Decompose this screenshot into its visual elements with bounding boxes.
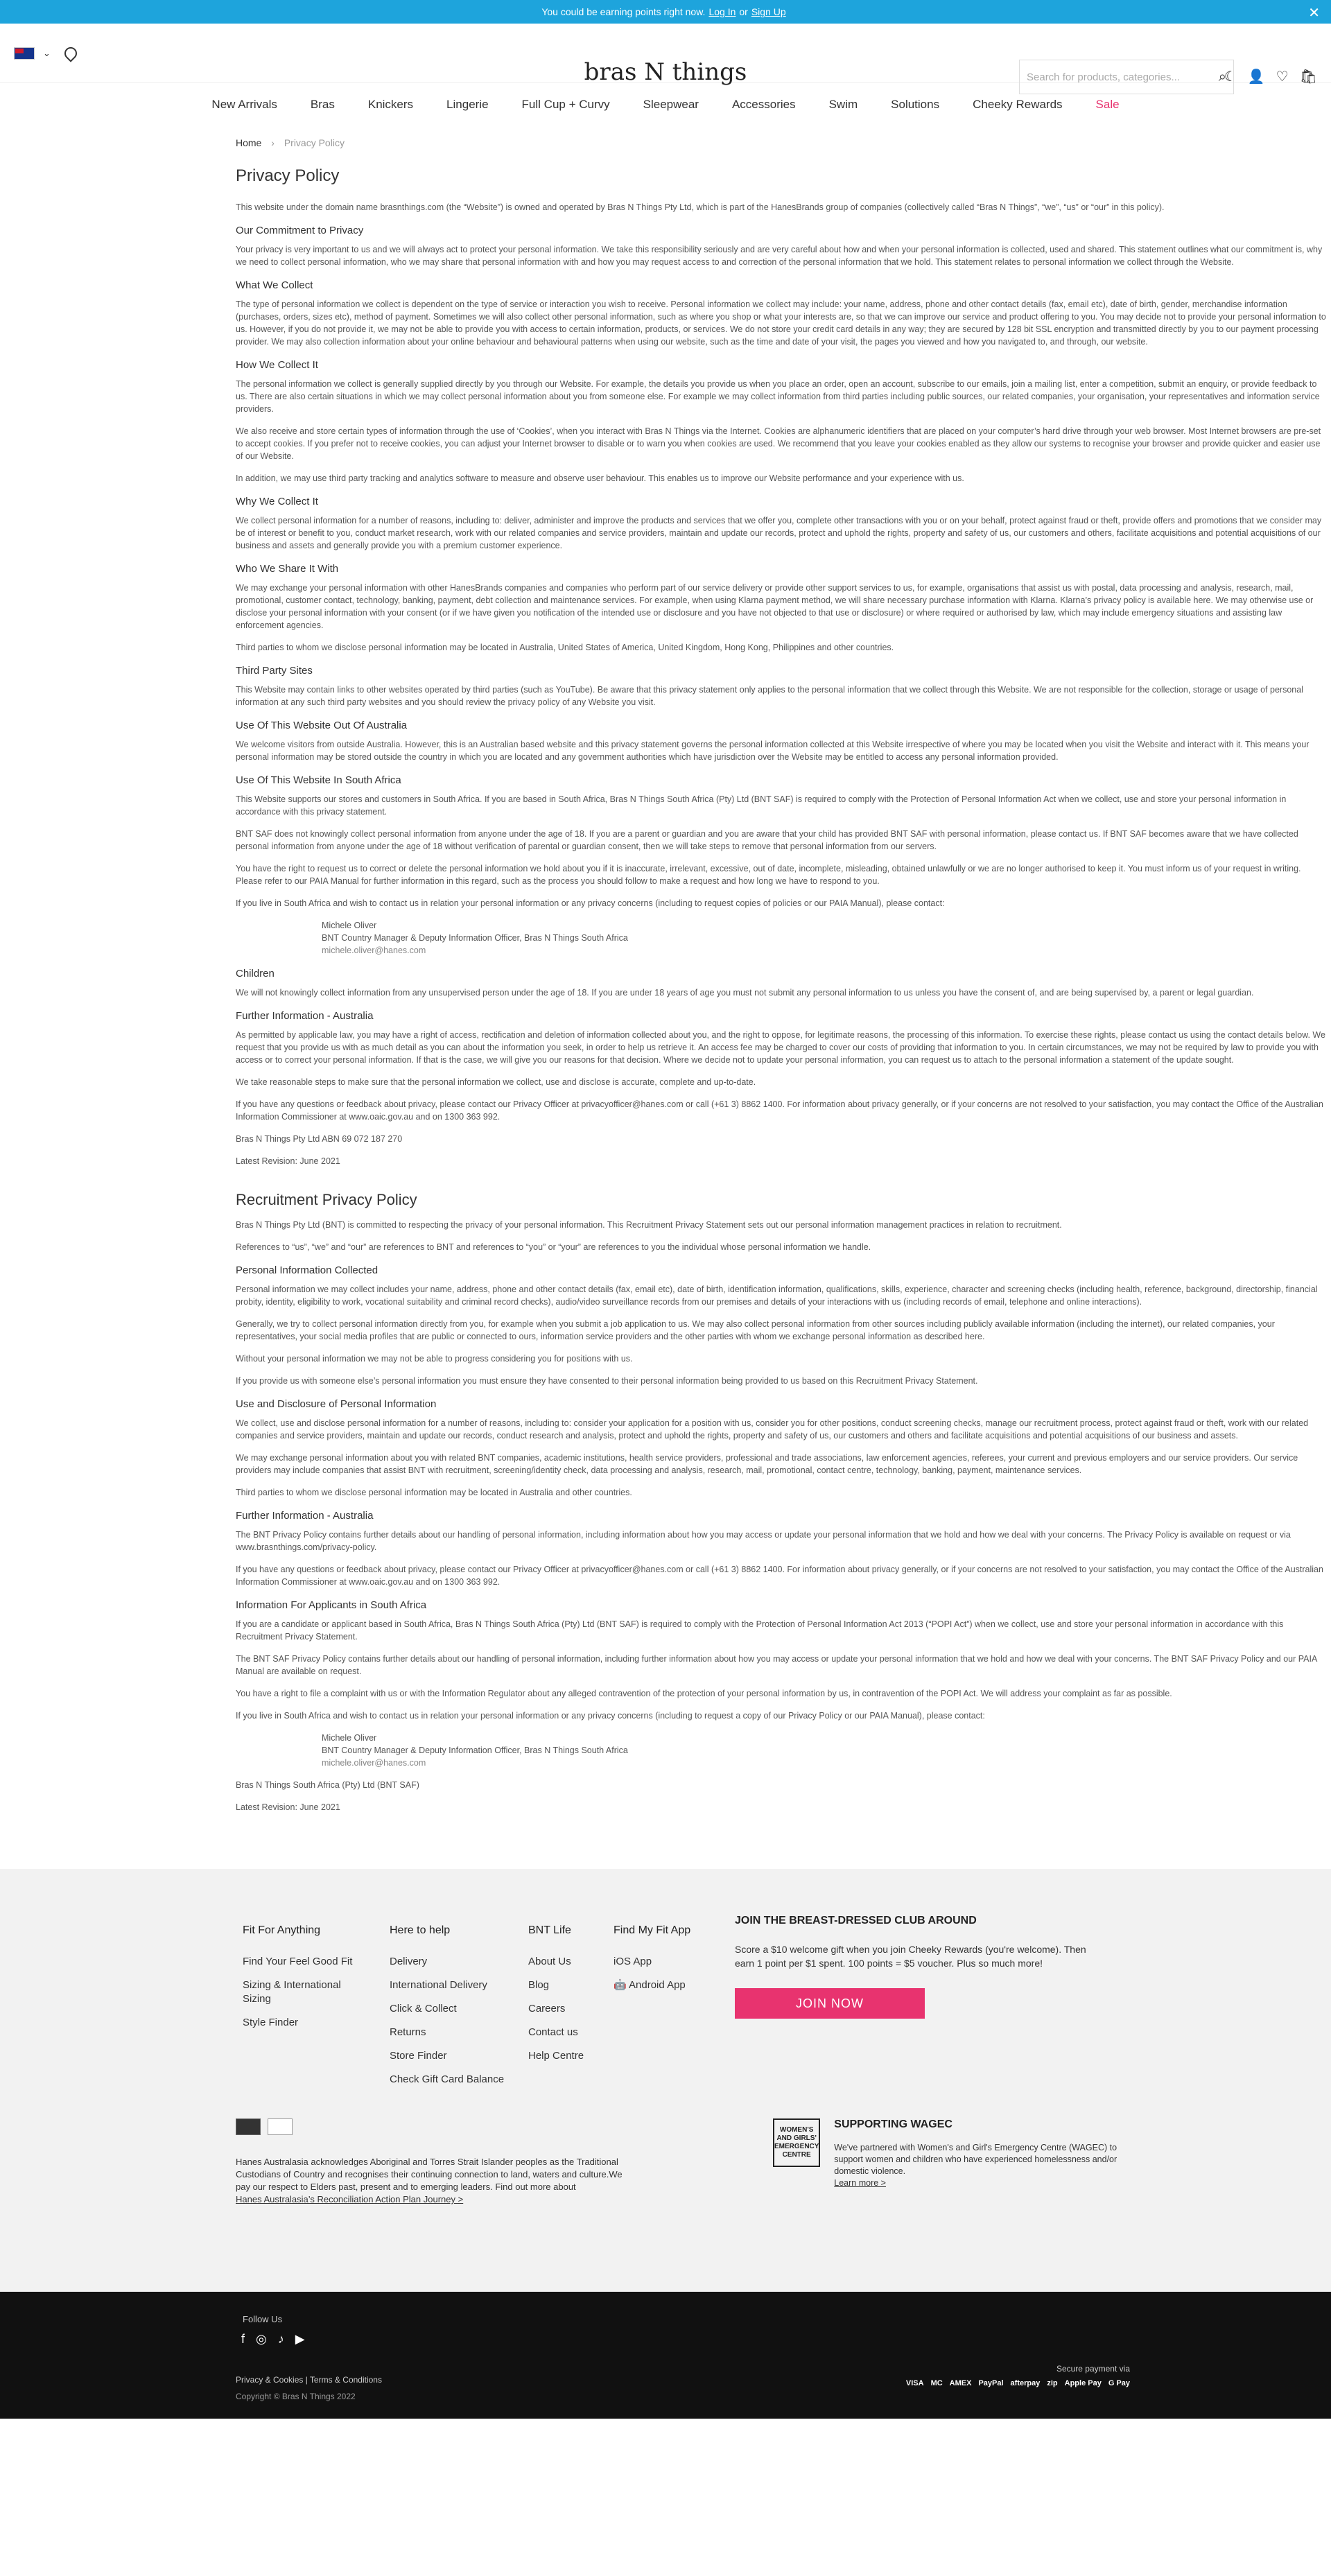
section-heading: Our Commitment to Privacy [236, 225, 364, 236]
footer-link[interactable]: Find Your Feel Good Fit [243, 1956, 353, 1967]
payment-methods [906, 2379, 1130, 2387]
breadcrumb-home[interactable]: Home [236, 137, 262, 148]
nav-swim[interactable]: Swim [828, 98, 858, 111]
footer-col-bnt-life [528, 1924, 611, 2073]
contact-name: Michele Oliver [322, 1733, 377, 1743]
nav-knickers[interactable]: Knickers [367, 98, 414, 111]
footer-col-help [390, 1924, 514, 2096]
contact-role: BNT Country Manager & Deputy Information Officer, Bras N Things South Africa [322, 1746, 628, 1755]
account-icon[interactable]: 👤 [1247, 69, 1265, 85]
theme-icon[interactable]: ☾ [1224, 69, 1237, 85]
follow-us-label: Follow Us [243, 2314, 283, 2324]
paragraph: We collect personal information for a number of reasons, including to: deliver, administer and improve the products and services that we offer you, complete other transactions with you or on your behalf, protect against fraud or theft, provide offers and promotions that we consider may be of interest or benefit to you, conduct market research, work with our related companies and service providers, maintain and update our records, protect and uphold the rights, property and safety of us, our customers and others, facilitate acquisitions and potential acquisitions of our business and assets and generally provide you with a premium customer experience. [236, 516, 1322, 550]
nav-lingerie[interactable]: Lingerie [446, 98, 489, 111]
acknowledgement-text: Hanes Australasia acknowledges Aboriginal and Torres Strait Islander peoples as the Traditional Custodians of Country and recognises their continuing connection to land, waters and culture.We pay our respect to Elders past, present and to emerging leaders. Find out more about [236, 2157, 623, 2192]
footer-link[interactable]: Help Centre [528, 2050, 584, 2062]
footer-link[interactable]: International Delivery [390, 1979, 487, 1991]
paragraph: We will not knowingly collect information from any unsupervised person under the age of 18. If you are under 18 years of age you must not submit any personal information to us unless you have the consent of, and are being supervised by, a parent or legal guardian. [236, 988, 1254, 998]
login-link[interactable]: Log In [708, 6, 736, 17]
aboriginal-flag-icon [236, 2118, 261, 2135]
paragraph: As permitted by applicable law, you may have a right of access, rectification and deletion of information collected about you, and the right to oppose, for legitimate reasons, the processing of this information. To exercise these rights, please contact us using the contact details below. We request that you provide us with as much detail as you can about the information you seek, in order to help us retrieve it. An access fee may be charged to cover our costs of providing that information to you. In certain circumstances, we may not be required by law to provide you with access or to correct your personal information. If that is the case, we will give you our reasons for that decision. Where we decide not to update your personal information, you can request us to attach to the personal information a statement of the update sought. [236, 1030, 1325, 1065]
contact-block [322, 919, 1328, 957]
locale-selector[interactable] [14, 47, 77, 60]
site-header [0, 24, 1331, 86]
store-locator-icon[interactable] [62, 44, 79, 62]
nav-new-arrivals[interactable]: New Arrivals [211, 98, 277, 111]
wagec-logo: WOMEN'S AND GIRLS' EMERGENCY CENTRE [773, 2118, 820, 2167]
paragraph: In addition, we may use third party tracking and analytics software to measure and observe user behaviour. This enables us to improve our Website performance and your experience with us. [236, 473, 964, 483]
social-links [241, 2332, 305, 2347]
afterpay-icon: afterpay [1010, 2379, 1041, 2387]
youtube-icon[interactable]: ▶ [295, 2332, 305, 2346]
footer-link[interactable]: Style Finder [243, 2017, 299, 2028]
paragraph: Third parties to whom we disclose personal information may be located in Australia and other countries. [236, 1488, 632, 1497]
footer-link[interactable]: Returns [390, 2026, 426, 2038]
section-heading: Use Of This Website Out Of Australia [236, 720, 408, 731]
section-heading: Personal Information Collected [236, 1264, 379, 1276]
nav-full-cup-curvy[interactable]: Full Cup + Curvy [521, 98, 610, 111]
footer-link[interactable]: Sizing & International Sizing [243, 1979, 341, 2005]
flags [236, 2118, 624, 2135]
contact-block [322, 1732, 1328, 1769]
paragraph: BNT SAF does not knowingly collect personal information from anyone under the age of 18. If you are a parent or guardian and you are aware that your child has provided BNT SAF with personal information, please contact us. If BNT SAF becomes aware that we have collected personal information from anyone under the age of 18 without verification of parental or guardian consent, then we will take steps to remove that personal information from our servers. [236, 829, 1298, 851]
android-icon: 🤖 [614, 1979, 629, 1991]
footer-col-app [614, 1924, 724, 2002]
intro-paragraph: This website under the domain name brasnthings.com (the “Website”) is owned and operated by Bras N Things Pty Ltd, which is part of the HanesBrands group of companies (collectively called “Bras N Things”, “we”, “us” or “our” in this policy). [236, 202, 1165, 212]
site-footer [0, 1869, 1331, 2292]
nav-bras[interactable]: Bras [310, 98, 335, 111]
abn-text: Bras N Things Pty Ltd ABN 69 072 187 270 [236, 1134, 403, 1144]
breadcrumb [236, 137, 1328, 148]
paragraph: You have the right to request us to correct or delete the personal information we hold about you if it is inaccurate, irrelevant, excessive, out of date, incomplete, misleading, obtained unlawfully or we are no longer authorised to keep it. You must inform us of your request in writing. Please refer to our PAIA Manual for further information in this regard, such as the process you should follow to make a request and how long we have to respond to you. [236, 864, 1301, 886]
copyright: Copyright © Bras N Things 2022 [236, 2392, 356, 2401]
footer-link[interactable]: Blog [528, 1979, 550, 1991]
paragraph: Bras N Things Pty Ltd (BNT) is committed to respecting the privacy of your personal information. This Recruitment Privacy Statement sets out our personal information management practices in relation to recruitment. [236, 1220, 1062, 1230]
section-heading: Children [236, 968, 275, 980]
paragraph: We may exchange personal information about you with related BNT companies, academic institutions, health service providers, professional and trade associations, law enforcement agencies, referees, your current and previous employers and our service providers. Our service providers may include companies that assist BNT with recruitment, screening/identity check, data processing and analysis, research, mail, promotional, contact centre, technology, banking, payment, maintenance services. [236, 1453, 1298, 1475]
acknowledgement [236, 2118, 624, 2206]
footer-link[interactable]: Careers [528, 2003, 566, 2014]
learn-more-link[interactable]: Learn more > [834, 2178, 886, 2188]
breadcrumb-separator: › [271, 137, 275, 148]
search-placeholder[interactable]: Search for products, categories... [1027, 71, 1180, 83]
paragraph: Your privacy is very important to us and we will always act to protect your personal information. We take this responsibility seriously and are very careful about how and when your personal information is collected, used and shared. This statement outlines what our commitment is, why we need to collect personal information, who we may share that personal information with and how you may request access to and correction of the personal information that we hold. This statement relates to personal information we collect through the Website. [236, 245, 1323, 267]
section-heading: How We Collect It [236, 359, 318, 371]
contact-role: BNT Country Manager & Deputy Information Officer, Bras N Things South Africa [322, 933, 628, 943]
nav-sale[interactable]: Sale [1095, 98, 1120, 111]
paragraph: The personal information we collect is generally supplied directly by you through our Website. For example, the details you provide us when you place an order, open an account, subscribe to our emails, join a mailing list, enter a competition, submit an enquiry, or provide feedback to us. There are also certain situations in which we may collect personal information about you from someone else. For example we may collect information from third parties including public sources, our related companies, your organisation, your representatives and information service providers. [236, 379, 1320, 414]
join-now-button[interactable]: JOIN NOW [735, 1988, 925, 2019]
paragraph: If you are a candidate or applicant based in South Africa, Bras N Things South Africa (Pty) Ltd (BNT SAF) is required to comply with the Protection of Personal Information Act 2013 (“POPI Act”) when we collect, use and store your personal information in accordance with this Recruitment Privacy Statement. [236, 1619, 1284, 1642]
paragraph: Third parties to whom we disclose personal information may be located in Australia, United States of America, United Kingdom, Hong Kong, Philippines and other countries. [236, 643, 894, 652]
paragraph: Generally, we try to collect personal information directly from you, for example when you submit a job application to us. We may also collect personal information from other sources including publicly available information (including the internet), our related companies, your representatives, your social media profiles that are public or connected to ours, information service providers and the other parties with whom we exchange personal information as described here. [236, 1319, 1275, 1341]
club-text: Score a $10 welcome gift when you join Cheeky Rewards (you're welcome). Then earn 1 point per $1 spent. 100 points = $5 voucher. Plus so much more! [735, 1944, 1086, 1969]
google-pay-icon: G Pay [1108, 2379, 1130, 2387]
paragraph: This Website supports our stores and customers in South Africa. If you are based in South Africa, Bras N Things South Africa (Pty) Ltd (BNT SAF) is required to comply with the Protection of Personal Information Act when we collect, use and store your personal information in accordance with this privacy statement. [236, 794, 1287, 817]
bag-icon[interactable]: 🛍 [1299, 69, 1317, 85]
footer-link[interactable]: Store Finder [390, 2050, 447, 2062]
chevron-down-icon[interactable]: ⌄ [43, 48, 51, 58]
section-heading: Why We Collect It [236, 496, 318, 507]
revision-text: Latest Revision: June 2021 [236, 1802, 340, 1812]
paragraph: References to “us”, “we” and “our” are references to BNT and references to “you” or “your” are references to you the individual whose personal information we handle. [236, 1242, 871, 1252]
entity-text: Bras N Things South Africa (Pty) Ltd (BNT SAF) [236, 1780, 419, 1790]
contact-email-link[interactable]: michele.oliver@hanes.com [322, 1758, 426, 1768]
footer-link[interactable]: Check Gift Card Balance [390, 2073, 505, 2085]
paragraph: Personal information we may collect includes your name, address, phone and other contact details (fax, email etc), date of birth, identification information, qualifications, skills, experience, character and screening checks (including health, reference, background, directorship, financial probity, identity, eligibility to work, vocational suitability and criminal record checks), audio/video surveillance records from our premises and details of your interactions with us (including records of email, telephone and online interactions). [236, 1285, 1318, 1307]
promo-or: or [739, 6, 748, 17]
nav-solutions[interactable]: Solutions [891, 98, 940, 111]
amex-icon: AMEX [949, 2379, 972, 2387]
australia-flag-icon[interactable] [14, 47, 35, 60]
apple-pay-icon: Apple Pay [1064, 2379, 1102, 2387]
club-heading: JOIN THE BREAST-DRESSED CLUB AROUND [735, 1915, 977, 1926]
footer-heading: Here to help [390, 1924, 451, 1936]
paragraph: This Website may contain links to other websites operated by third parties (such as YouTube). Be aware that this privacy statement only applies to the personal information that we collect through this Website. We are not responsible for the collection, storage or usage of personal information at any such third party websites and you should review the privacy policy of any Website you visit. [236, 685, 1303, 707]
section-heading: Further Information - Australia [236, 1010, 374, 1022]
section-heading: Use and Disclosure of Personal Information [236, 1398, 437, 1410]
recruitment-title: Recruitment Privacy Policy [236, 1191, 417, 1208]
nav-cheeky-rewards[interactable]: Cheeky Rewards [973, 98, 1063, 111]
section-heading: Third Party Sites [236, 665, 313, 677]
tiktok-icon[interactable]: ♪ [277, 2332, 284, 2346]
secure-payment-label: Secure payment via [1056, 2364, 1130, 2374]
paragraph: If you have any questions or feedback about privacy, please contact our Privacy Officer at privacyofficer@hanes.com or call (+61 3) 8862 1400. For information about privacy generally, or if your concerns are not resolved to your satisfaction, you may contact the Office of the Australian Information Commissioner at www.oaic.gov.au and on 1300 363 992. [236, 1099, 1323, 1122]
section-heading: Use Of This Website In South Africa [236, 774, 401, 786]
paragraph: If you provide us with someone else’s personal information you must ensure they have consented to their personal information being provided to us based on this Recruitment Privacy Statement. [236, 1376, 978, 1386]
footer-link[interactable]: Click & Collect [390, 2003, 457, 2014]
android-app-link[interactable] [614, 1978, 724, 1992]
ios-app-link[interactable] [614, 1955, 724, 1969]
close-icon[interactable]: ✕ [1308, 6, 1320, 21]
zip-icon: zip [1047, 2379, 1058, 2387]
paragraph: The BNT SAF Privacy Policy contains further details about our handling of personal information, including further information about how you may access or update your personal information that we hold and how we deal with your concerns. The BNT SAF Privacy Policy and our PAIA Manual are available on request. [236, 1654, 1317, 1676]
promo-text: You could be earning points right now. [541, 6, 706, 17]
paragraph: If you live in South Africa and wish to contact us in relation your personal information or any privacy concerns (including to request a copy of our Privacy Policy or our PAIA Manual), please contact: [236, 1711, 985, 1721]
contact-email-link[interactable]: michele.oliver@hanes.com [322, 946, 426, 955]
rewards-signup [735, 1915, 1102, 2019]
nav-accessories[interactable]: Accessories [731, 98, 796, 111]
mastercard-icon: MC [930, 2379, 943, 2387]
footer-col-fit [243, 1924, 367, 2039]
section-heading: Further Information - Australia [236, 1510, 374, 1522]
bottom-bar [0, 2292, 1331, 2419]
paragraph: We welcome visitors from outside Australia. However, this is an Australian based website and this privacy statement governs the personal information collected at this Website irrespective of where you may be located when you visit the Website and interact with it. This means your personal information may be stored outside the country in which you are located and any government authorities which have jurisdiction over the Website may be entitled to access any personal information provided. [236, 740, 1310, 762]
torres-strait-flag-icon [268, 2118, 293, 2135]
section-heading: Information For Applicants in South Africa [236, 1599, 427, 1611]
footer-link[interactable]: Contact us [528, 2026, 578, 2038]
paragraph: If you live in South Africa and wish to contact us in relation your personal information or any privacy concerns (including to request copies of policies or our PAIA Manual), please contact: [236, 898, 945, 908]
contact-name: Michele Oliver [322, 921, 377, 930]
footer-heading: Fit For Anything [243, 1924, 321, 1936]
paragraph: The BNT Privacy Policy contains further details about our handling of personal information, including information about how you may access or update your personal information that we hold and how we deal with your concerns. The Privacy Policy is available on request or via www.brasnthings.com/privacy-policy. [236, 1530, 1291, 1552]
paragraph: The type of personal information we collect is dependent on the type of service or interaction you wish to receive. Personal information we collect may include: your name, address, phone and other contact details (fax, email etc), date of birth, gender, merchandise information (purchases, orders, sizes etc), method of payment. Sometimes we will also collect other personal information, such as where you shop or what your interests are, so that we can improve our service and product offering to you. You may decide not to provide your personal information to us. However, if you do not provide it, we may not be able to provide you with access to certain information, products, or services. We do not store your credit card details in any way; they are secured by 128 bit SSL encryption and transmitted directly by you to our payment processing provider. We may also collection information about your online behaviour and behavioural patterns when using our website, such as the time and date of your visit, the pages you viewed and how you navigated to, and through, our website. [236, 299, 1326, 347]
revision-text: Latest Revision: June 2021 [236, 1156, 340, 1166]
reconciliation-link[interactable]: Hanes Australasia’s Reconciliation Action Plan Journey > [236, 2194, 464, 2204]
search-input[interactable] [1019, 60, 1234, 94]
footer-link[interactable]: Delivery [390, 1956, 428, 1967]
wagec-heading: SUPPORTING WAGEC [834, 2118, 952, 2130]
section-heading: What We Collect [236, 279, 313, 291]
legal-links[interactable]: Privacy & Cookies | Terms & Conditions [236, 2375, 382, 2385]
wagec-block [773, 2118, 1120, 2189]
paragraph: You have a right to file a complaint with us or with the Information Regulator about any alleged contravention of the protection of your personal information by us, in contravention of the POPI Act. We will address your complaint as far as possible. [236, 1689, 1172, 1698]
paragraph: Without your personal information we may not be able to progress considering you for positions with us. [236, 1354, 633, 1364]
paragraph: We collect, use and disclose personal information for a number of reasons, including to: consider your application for a position with us, consider you for other positions, conduct screening checks, manage our recruitment process, protect against fraud or theft, work with our related companies and service providers, maintain and update our records, conduct research and analysis, protect and uphold the rights, property and safety of us, our customers and others and facilitate acquisitions and potential acquisitions of our business and assets. [236, 1418, 1309, 1441]
search-icon[interactable]: ⌕ [1218, 69, 1226, 85]
wagec-text: We've partnered with Women's and Girl's Emergency Centre (WAGEC) to support women and children who have experienced homelessness and/or domestic violence. [834, 2143, 1117, 2176]
section-heading: Who We Share It With [236, 563, 339, 575]
promo-bar [0, 0, 1331, 24]
page-title: Privacy Policy [236, 166, 340, 185]
paypal-icon: PayPal [978, 2379, 1004, 2387]
signup-link[interactable]: Sign Up [751, 6, 786, 17]
instagram-icon[interactable]: ◎ [256, 2332, 267, 2346]
facebook-icon[interactable]: f [241, 2332, 245, 2346]
android-app-label[interactable]: Android App [629, 1979, 686, 1991]
paragraph: We may exchange your personal information with other HanesBrands companies and companies who perform part of our service delivery or provide other support services to us, for example, organisations that assist us with postal, data processing and analysis, research, mail, promotional, customer contact, technology, banking, payment, debt collection and maintenance services. For example, when using Klarna payment method, we will share necessary purchase information with Klarna. Klarna’s privacy policy is available here. We may otherwise use or disclose your personal information with your consent (or if we have given you notification of the intended use or disclosure and you have not objected to that use or disclosure) or where required or authorised by law, which may include emergency situations and assisting law enforcement agencies. [236, 583, 1314, 630]
nav-sleepwear[interactable]: Sleepwear [643, 98, 699, 111]
footer-link[interactable]: About Us [528, 1956, 571, 1967]
paragraph: We take reasonable steps to make sure that the personal information we collect, use and disclose is accurate, complete and up-to-date. [236, 1077, 756, 1087]
ios-app-label[interactable]: iOS App [614, 1956, 652, 1967]
footer-heading: Find My Fit App [614, 1924, 691, 1936]
visa-icon: VISA [905, 2379, 924, 2387]
footer-heading: BNT Life [528, 1924, 571, 1936]
breadcrumb-current: Privacy Policy [284, 137, 345, 148]
wishlist-icon[interactable]: ♡ [1276, 69, 1289, 85]
header-icons [1224, 68, 1317, 85]
site-logo[interactable]: bras N things [584, 58, 747, 86]
paragraph: If you have any questions or feedback about privacy, please contact our Privacy Officer at privacyofficer@hanes.com or call (+61 3) 8862 1400. For information about privacy generally, or if your concerns are not resolved to your satisfaction, you may contact the Office of the Australian Information Commissioner at www.oaic.gov.au and on 1300 363 992. [236, 1565, 1323, 1587]
paragraph: We also receive and store certain types of information through the use of ‘Cookies’, when you interact with Bras N Things via the Internet. Cookies are alphanumeric identifiers that are placed on your computer’s hard drive through your web browser. Most Internet browsers are pre-set to accept cookies. If you prefer not to receive cookies, you can adjust your Internet browser to disable or to warn you when cookies are used. We recommend that you leave your cookies enabled as they allow our systems to recognise your browser and provide quicker and easier use of our Website. [236, 426, 1321, 461]
main-content [236, 126, 1328, 1813]
